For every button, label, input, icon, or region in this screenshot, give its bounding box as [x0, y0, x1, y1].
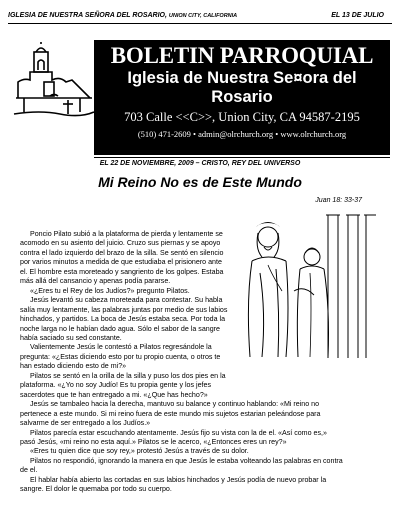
- header-parish-name: IGLESIA DE NUESTRA SEÑORA DEL ROSARIO,: [8, 12, 167, 19]
- body-line: Valientemente Jesús le contestó a Pilatos regresándole la: [30, 343, 212, 352]
- parish-name-line1: Iglesia de Nuestra Se¤ora del: [127, 69, 357, 87]
- article-body: [20, 230, 375, 495]
- body-line: Poncio Pilato subió a la plataforma de pierda y lentamente se: [30, 230, 223, 238]
- body-line: acomodo en su asiento del juicio. Cruzo sus piernas y se apoyo: [20, 239, 221, 248]
- article-dateline: EL 22 DE NOVIEMBRE, 2009 – CRISTO, REY DEL UNIVERSO: [99, 160, 301, 167]
- parish-address: 703 Calle <<C>>, Union City, CA 94587-2195: [124, 110, 360, 124]
- header-city: UNION CITY, CALIFORNIA: [168, 13, 238, 19]
- body-line: por varios minutos a medida de que estudiaba el prisionero ante: [20, 258, 222, 267]
- running-header: [8, 10, 392, 24]
- article-heading: Mi Reino No es de Este Mundo: [98, 174, 302, 190]
- body-line: pregunta: «¿Estas diciendo esto por tu propio cuenta, o otros te: [20, 352, 221, 361]
- header-rule: [8, 23, 392, 24]
- body-line: Jesús se tambaleo hacia la derecha, mantuvo su balance y continuo hablando: «Mi reino no: [30, 400, 320, 409]
- header-parish: [8, 12, 237, 19]
- parish-name-line2: Rosario: [211, 88, 273, 106]
- body-line: salvarme de ser entregado a los Judíos.»: [20, 419, 151, 428]
- masthead: [94, 40, 390, 155]
- church-mission-icon: [10, 42, 95, 142]
- body-line: Pilatos se sentó en la orilla de la silla y puso los dos pies en la: [30, 371, 226, 380]
- parish-contact: (510) 471-2609 • admin@olrchurch.org • www.olrchurch.org: [137, 129, 347, 139]
- body-line: sacerdotes que te han entregado a mi. «¿Que has hecho?»: [20, 390, 208, 399]
- body-line: «¿Eres tu el Rey de los Judíos?» pregunto Pilatos.: [30, 286, 190, 295]
- body-line: han estado diciendo esto de mi?»: [20, 362, 127, 371]
- body-line: contra el lado izquierdo del brazo de la silla. Se sentó en silencio: [20, 248, 224, 257]
- body-line: «Eres tu quien dice que soy rey,» protestó Jesús a través de su dolor.: [30, 447, 249, 456]
- body-line: más allá del cansancio y apenas podía pararse.: [20, 277, 171, 286]
- body-line: El hablar había abierto las cortadas en sus labios hinchados y Jesús podía de nuevo probar la: [30, 475, 327, 484]
- body-line: sangre. El dolor le quemaba por todo su cuerpo.: [20, 485, 172, 494]
- body-line: salía muy lentamente, las palabras juntas por medio de sus labios: [20, 305, 228, 314]
- header-date: EL 13 DE JULIO: [331, 12, 384, 19]
- bulletin-title: BOLETIN PARROQUIAL: [110, 43, 374, 68]
- scripture-reference: Juan 18: 33-37: [315, 197, 362, 204]
- body-line: el. El hombre esta moreteado y sangriento de los golpes. Estaba: [20, 267, 224, 276]
- body-line: pertenece a este mundo. Si mi reino fuera de este mundo mis sujetos estarian peleándose para: [20, 409, 321, 418]
- body-line: pasó Jesús, «mi reino no esta aquí.» Pilatos se le acerco, «¿Entonces eres un rey?»: [20, 437, 287, 446]
- masthead-rule: [94, 157, 390, 158]
- body-line: noche larga no le habían dado agua. Sólo el sabor de la sangre: [20, 324, 220, 333]
- body-line: plataforma. «¿Yo no soy Judío! Es tu propia gente y los jefes: [20, 381, 211, 390]
- body-line: Pilatos parecía estar escuchando atentamente. Jesús fijo su vista con la de el. «Así como es,»: [30, 428, 327, 437]
- body-line: Pilatos no respondió, ignorando la manera en que Jesús le estaba volteando las palabras en contra: [30, 456, 343, 465]
- body-line: hinchados, y partidos. La boca de Jesús estaba seca. Por toda la: [20, 315, 226, 324]
- body-line: Jesús levantó su cabeza moreteada para contestar. Su habla: [30, 296, 223, 305]
- body-line: había saciado su sed constante.: [20, 333, 122, 342]
- narrow-column: [20, 230, 232, 372]
- body-line: de el.: [20, 466, 38, 475]
